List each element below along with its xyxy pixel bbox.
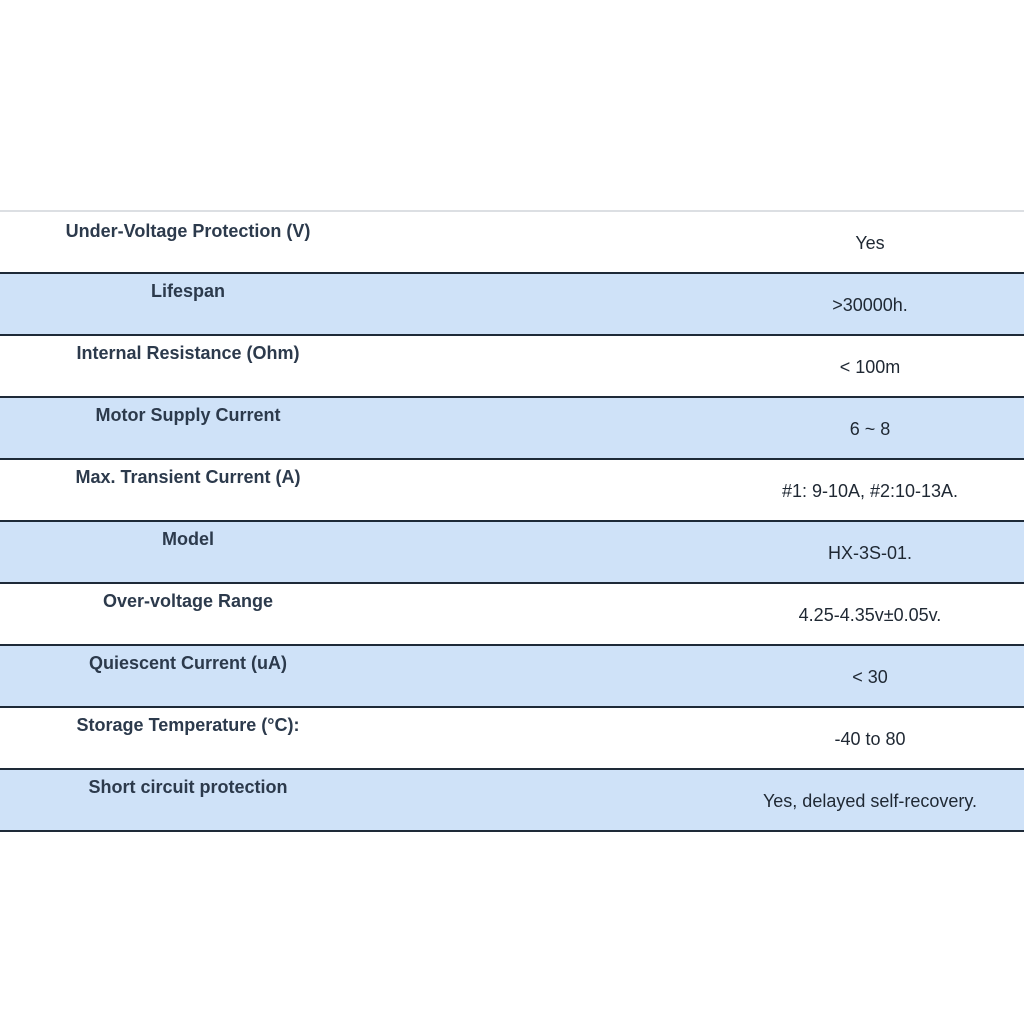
spec-label: Lifespan — [150, 281, 225, 301]
spec-label: Short circuit protection — [88, 777, 288, 797]
spec-row-storage-temperature — [0, 708, 1024, 770]
spec-label: Model — [162, 529, 214, 549]
spec-value: < 100m — [839, 357, 901, 377]
spec-label: Storage Temperature (°C): — [76, 715, 300, 735]
spec-value: 6 ~ 8 — [849, 419, 891, 439]
spec-value: < 30 — [852, 667, 888, 687]
spec-row-motor-supply-current — [0, 398, 1024, 460]
spec-row-model — [0, 522, 1024, 584]
spec-value: -40 to 80 — [834, 729, 906, 749]
spec-row-internal-resistance — [0, 336, 1024, 398]
spec-row-under-voltage-protection — [0, 212, 1024, 274]
spec-row-over-voltage-range — [0, 584, 1024, 646]
spec-row-lifespan — [0, 274, 1024, 336]
spec-value: #1: 9-10A, #2:10-13A. — [781, 481, 959, 501]
spec-label: Quiescent Current (uA) — [88, 653, 288, 673]
spec-value: Yes, delayed self-recovery. — [762, 791, 978, 811]
spec-label: Internal Resistance (Ohm) — [76, 343, 300, 363]
spec-table — [0, 210, 1024, 832]
spec-row-short-circuit-protection — [0, 770, 1024, 832]
spec-value: 4.25-4.35v±0.05v. — [798, 605, 942, 625]
spec-value: HX-3S-01. — [827, 543, 913, 563]
spec-label: Under-Voltage Protection (V) — [65, 221, 311, 241]
spec-row-quiescent-current — [0, 646, 1024, 708]
spec-label: Over-voltage Range — [102, 591, 274, 611]
spec-label: Motor Supply Current — [95, 405, 281, 425]
spec-label: Max. Transient Current (A) — [75, 467, 301, 487]
spec-value: Yes — [855, 233, 885, 253]
spec-value: >30000h. — [832, 295, 908, 315]
spec-row-max-transient-current — [0, 460, 1024, 522]
